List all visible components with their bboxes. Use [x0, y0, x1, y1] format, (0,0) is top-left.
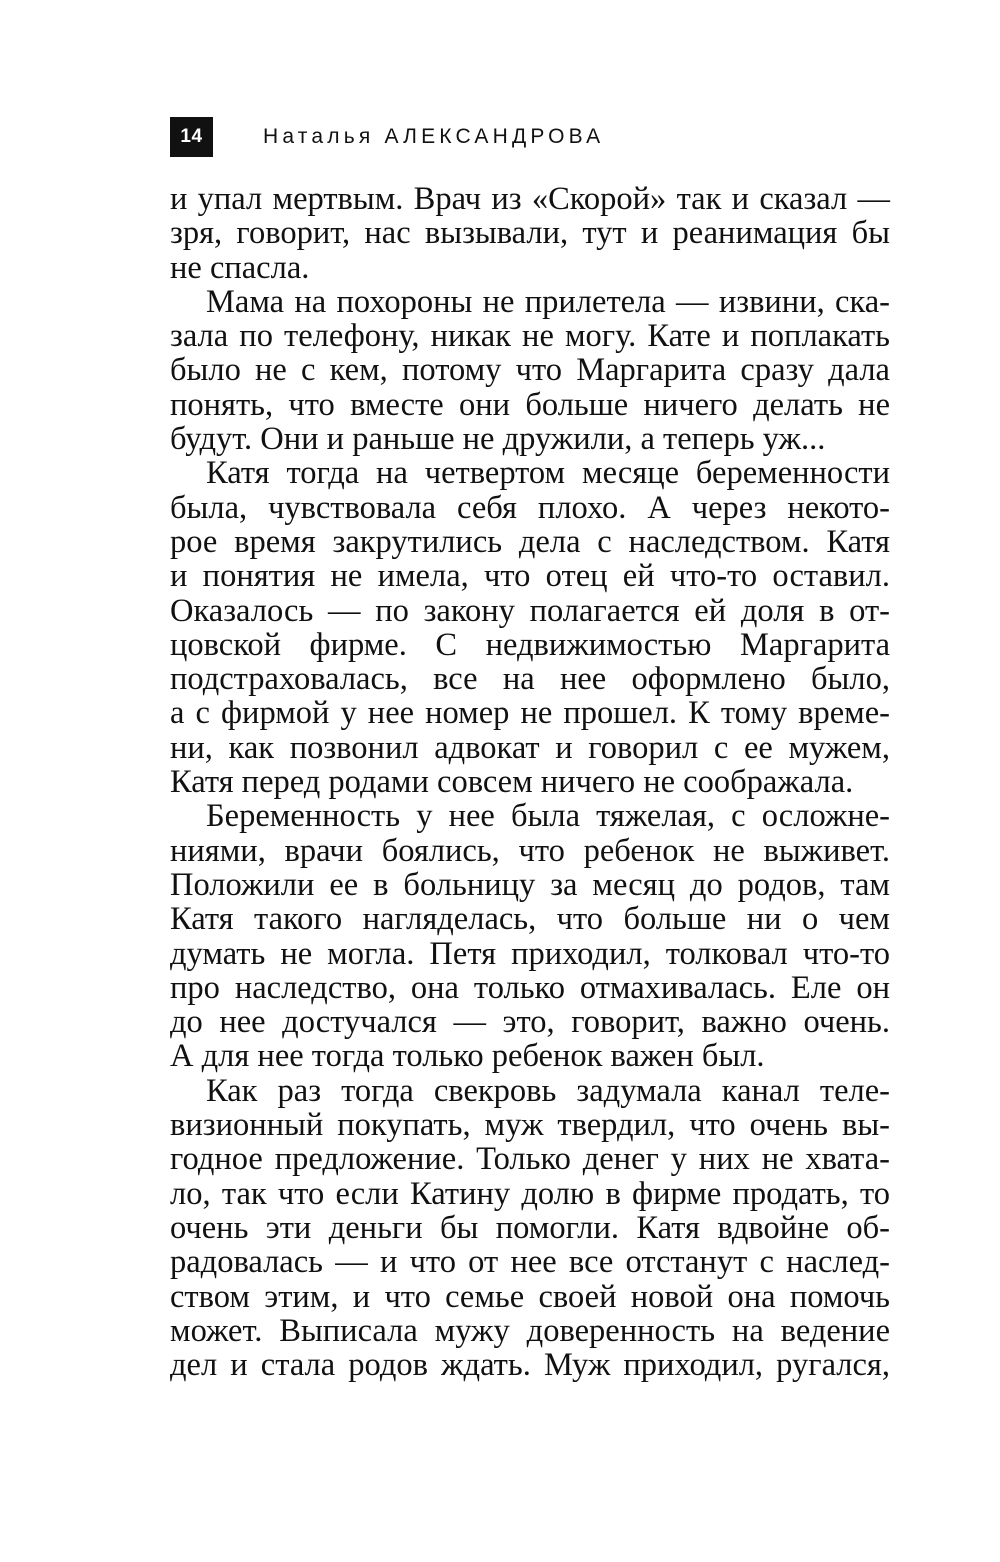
page-header: [170, 117, 604, 157]
text-line: и упал мертвым. Врач из «Скорой» так и сказал —: [170, 181, 890, 217]
text-line: ло, так что если Катину долю в фирме продать, то: [170, 1175, 890, 1212]
text-line: очень эти деньги бы помогли. Катя вдвойне об-: [170, 1209, 890, 1246]
text-line: зала по телефону, никак не могу. Кате и поплакать: [170, 318, 890, 355]
text-line: зря, говорит, нас вызывали, тут и реанимация бы: [170, 215, 890, 252]
text-line: ством этим, и что семье своей новой она помочь: [170, 1278, 890, 1315]
text-line: понять, что вместе они больше ничего делать не: [170, 386, 890, 423]
text-line: дел и стала родов ждать. Муж приходил, ругался,: [170, 1347, 890, 1384]
text-line: была, чувствовала себя плохо. А через некото-: [170, 489, 890, 526]
text-line: цовской фирме. С недвижимостью Маргарита: [170, 626, 890, 663]
text-line: визионный покупать, муж твердил, что очень вы-: [170, 1107, 890, 1144]
text-line: будут. Они и раньше не дружили, а теперь уж...: [170, 421, 826, 458]
text-line: ниями, врачи боялись, что ребенок не выживет.: [170, 832, 890, 869]
text-line: радовалась — и что от нее все отстанут с наслед-: [170, 1244, 890, 1281]
text-line: а с фирмой у нее номер не прошел. К тому време-: [170, 695, 890, 732]
text-line: и понятия не имела, что отец ей что-то оставил.: [170, 558, 890, 595]
text-line: было не с кем, потому что Маргарита сразу дала: [170, 352, 890, 389]
text-line: Как раз тогда свекровь задумала канал теле-: [206, 1072, 890, 1109]
text-line: не спасла.: [170, 249, 310, 286]
text-line: рое время закрутились дела с наследством. Катя: [170, 523, 890, 560]
text-line: до нее достучался — это, говорит, важно очень.: [170, 1004, 890, 1041]
body-text: [170, 182, 890, 1382]
text-line: подстраховалась, все на нее оформлено было,: [170, 661, 890, 698]
text-line: Оказалось — по закону полагается ей доля в от-: [170, 592, 890, 629]
text-line: Катя перед родами совсем ничего не соображала.: [170, 764, 854, 801]
text-line: может. Выписала мужу доверенность на ведение: [170, 1312, 890, 1349]
text-line: ни, как позвонил адвокат и говорил с ее мужем,: [170, 729, 890, 766]
page-number: 14: [170, 117, 213, 157]
text-line: Мама на похороны не прилетела — извини, ска-: [206, 283, 890, 320]
text-line: думать не могла. Петя приходил, толковал что-то: [170, 935, 890, 972]
text-line: Беременность у нее была тяжелая, с осложне-: [206, 798, 890, 835]
running-head: Наталья АЛЕКСАНДРОВА: [263, 125, 605, 148]
text-line: Катя такого нагляделась, что больше ни о чем: [170, 901, 890, 938]
text-line: годное предложение. Только денег у них не хвата-: [170, 1141, 890, 1178]
text-line: А для нее тогда только ребенок важен был.: [170, 1038, 765, 1075]
text-line: Положили ее в больницу за месяц до родов, там: [170, 866, 890, 903]
text-line: про наследство, она только отмахивалась. Еле он: [170, 969, 890, 1006]
text-line: Катя тогда на четвертом месяце беременности: [206, 455, 890, 492]
